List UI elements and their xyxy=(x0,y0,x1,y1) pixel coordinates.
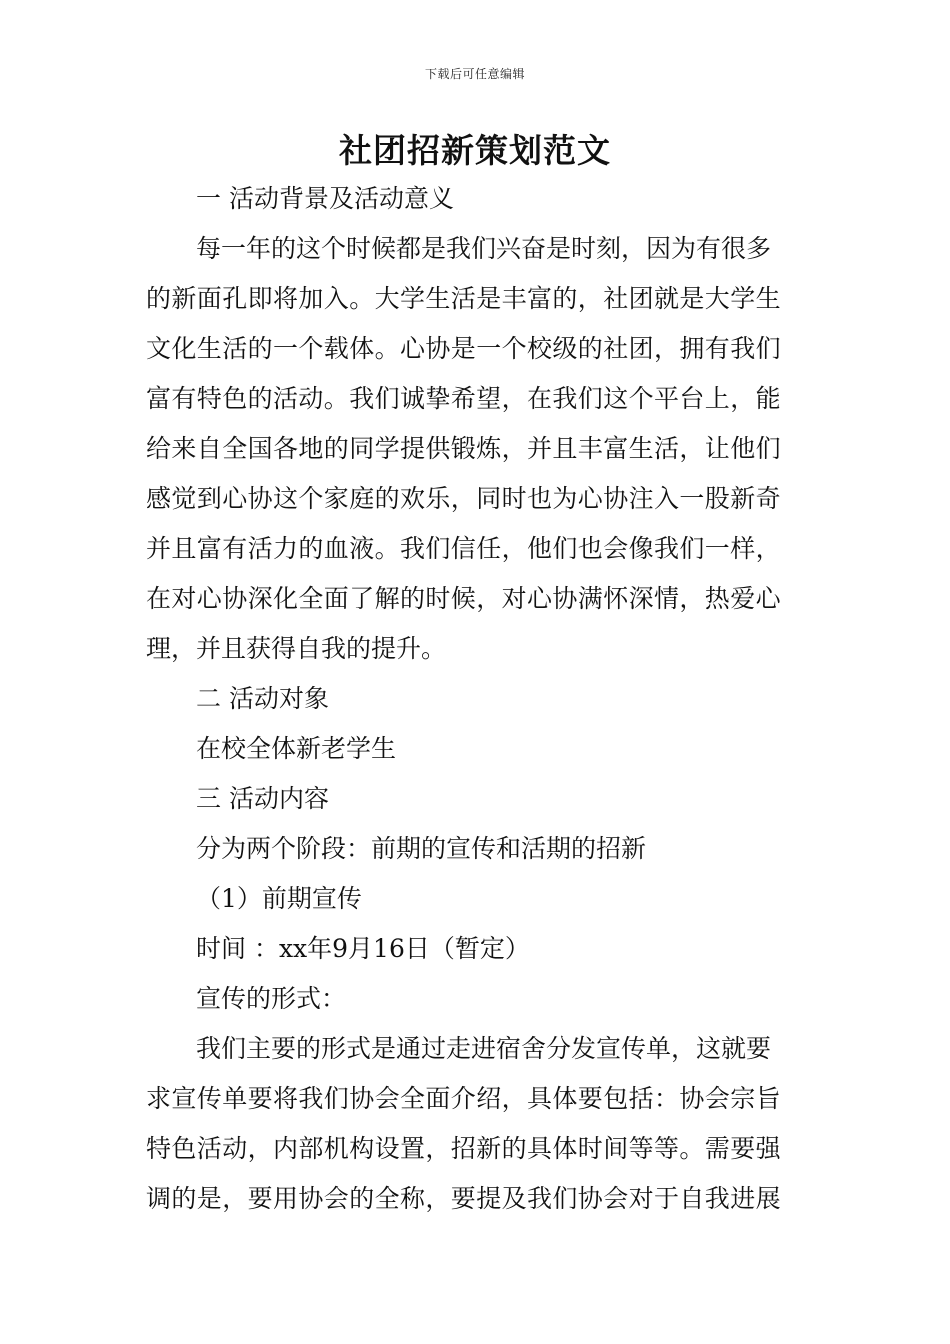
paragraph-line: 富有特色的活动。我们诚挚希望，在我们这个平台上，能 xyxy=(146,384,782,413)
paragraph-line: 并且富有活力的血液。我们信任，他们也会像我们一样， xyxy=(146,534,782,563)
paragraph-line: 文化生活的一个载体。心协是一个校级的社团，拥有我们 xyxy=(146,334,782,363)
promotion-form-label: 宣传的形式： xyxy=(196,984,347,1013)
paragraph-line: 给来自全国各地的同学提供锻炼，并且丰富生活，让他们 xyxy=(146,434,782,463)
subheading-early-promotion: （1）前期宣传 xyxy=(196,884,362,913)
content-summary: 分为两个阶段：前期的宣传和活期的招新 xyxy=(196,834,647,863)
paragraph-line: 求宣传单要将我们协会全面介绍，具体要包括：协会宗旨 xyxy=(146,1084,782,1113)
promotion-time: 时间 ：xx年9月16日（暂定） xyxy=(196,934,530,963)
paragraph-line: 每一年的这个时候都是我们兴奋是时刻，因为有很多 xyxy=(196,234,772,263)
section-heading-target: 二 活动对象 xyxy=(196,684,329,713)
paragraph-line: 我们主要的形式是通过走进宿舍分发宣传单，这就要 xyxy=(196,1034,772,1063)
target-text: 在校全体新老学生 xyxy=(196,734,397,763)
section-heading-background: 一 活动背景及活动意义 xyxy=(196,184,454,213)
paragraph-line: 感觉到心协这个家庭的欢乐，同时也为心协注入一股新奇 xyxy=(146,484,782,513)
section-heading-content: 三 活动内容 xyxy=(196,784,329,813)
paragraph-line: 理，并且获得自我的提升。 xyxy=(146,634,447,663)
paragraph-line: 在对心协深化全面了解的时候，对心协满怀深情，热爱心 xyxy=(146,584,782,613)
paragraph-line: 特色活动，内部机构设置，招新的具体时间等等。需要强 xyxy=(146,1134,782,1163)
paragraph-line: 调的是，要用协会的全称，要提及我们协会对于自我进展 xyxy=(146,1184,782,1213)
document-title: 社团招新策划范文 xyxy=(339,131,611,170)
top-note: 下载后可任意编辑 xyxy=(424,67,525,81)
paragraph-line: 的新面孔即将加入。大学生活是丰富的，社团就是大学生 xyxy=(146,284,782,313)
